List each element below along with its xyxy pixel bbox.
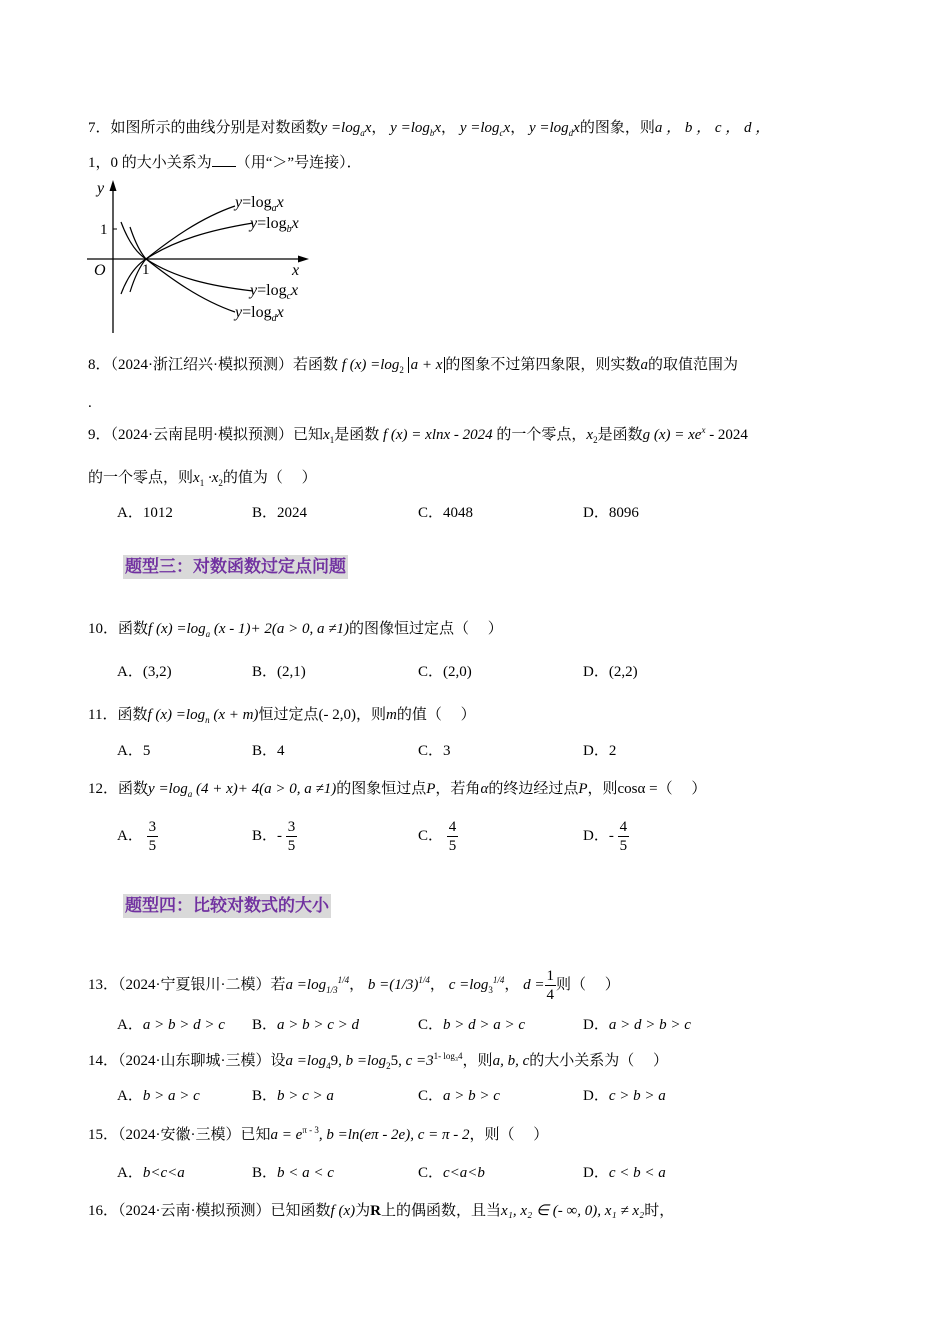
q12-option-d[interactable]: D．- $\frac{4}{5}$ [583, 819, 628, 854]
origin-label: O [94, 262, 106, 279]
question-11-line-1 [88, 704, 476, 726]
question-text: 时， [644, 1203, 675, 1219]
question-text: 的值（ ） [396, 707, 476, 723]
question-text: 函数 [118, 781, 149, 797]
question-text: 已知函数 [270, 1203, 331, 1219]
question-14-line-1 [88, 1050, 668, 1072]
formula: f (x) = xlnx - 2024 [382, 427, 493, 443]
question-text: 的取值范围为 [647, 357, 738, 373]
q14-option-d[interactable]: D．c > b > a [583, 1088, 666, 1104]
question-text: 已知 [240, 1127, 271, 1143]
question-text: 1，0 的大小关系为 [88, 155, 212, 171]
formula: $a = e^{\pi - 3}$, b =ln(eπ - 2e), c = π - 2 [270, 1125, 470, 1143]
question-text: 的一个零点，则 [88, 470, 194, 486]
point: (- 2,0) [318, 707, 356, 723]
formula-d: d = $\frac{1}{4}$ [523, 968, 555, 1003]
question-text: ，若角 [435, 781, 481, 797]
variable: m [385, 707, 397, 723]
formula: g $(x) = xe^x - 2024$ [642, 425, 748, 443]
question-text: 的值为（ ） [222, 470, 317, 486]
question-7-line-2 [88, 152, 362, 174]
question-number: 13． [88, 976, 119, 993]
curve-label-a: $y=\log_ax$ [235, 194, 284, 214]
question-source: （2024·云南·模拟预测） [118, 1203, 271, 1219]
variable: α [480, 781, 489, 797]
question-number: 15． [88, 1127, 119, 1143]
q15-option-b[interactable]: B．b < a < c [252, 1165, 334, 1181]
question-9-line-1 [88, 424, 748, 446]
variable: $x_1$ [323, 427, 335, 445]
question-text: 的图象不过第四象限，则实数 [445, 357, 641, 373]
formula-b: $b =(1/3)^{1/4}$ [367, 974, 430, 993]
question-text: （ ） [657, 781, 707, 797]
q9-option-c[interactable]: C．4048 [418, 505, 474, 521]
question-text: 的图像恒过定点（ ） [349, 621, 503, 637]
formula: $y =\log_cx$ [459, 120, 511, 138]
q10-option-c[interactable]: C．(2,0) [418, 664, 472, 680]
question-8-line-2: . [88, 395, 92, 411]
question-8-line-1 [88, 354, 738, 376]
formula: $y =\log_dx$ [528, 120, 580, 138]
question-number: 7． [88, 120, 111, 136]
question-text: 为 [355, 1203, 371, 1219]
question-text: 的一个零点， [496, 427, 587, 443]
question-text: ，则 [462, 1053, 493, 1069]
y-axis-label: y [97, 180, 105, 197]
q12-option-b[interactable]: B．- $\frac{3}{5}$ [252, 819, 296, 854]
question-12-line-1 [88, 778, 706, 800]
q15-option-d[interactable]: D．c < b < a [583, 1165, 666, 1181]
q12-option-a[interactable]: A． $\frac{3}{5}$ [117, 819, 157, 854]
variable: $x_2$ [586, 427, 598, 445]
question-text: 若 [270, 976, 286, 993]
question-number: 10． [88, 621, 119, 637]
question-text: 函数 [118, 621, 149, 637]
question-15-line-1 [88, 1124, 548, 1146]
variables: a ， b ， c ， d ， [654, 120, 771, 136]
q13-option-c[interactable]: C．b > d > a > c [418, 1017, 526, 1033]
x-axis-label: x [292, 262, 300, 279]
question-source: （2024·安徽·三模） [118, 1127, 241, 1143]
formula: $a =\log_49$, $b =\log_25$, $c =3^{1- log_34}$ [285, 1051, 463, 1071]
formula: f $(x) =\log_n$ (x + m) [147, 707, 259, 725]
formula: $y =\log_bx$ [390, 120, 442, 138]
question-text: 恒过定点 [258, 707, 319, 723]
question-text: 则（ ） [556, 976, 620, 993]
question-text: （用“＞”号连接）． [235, 155, 362, 171]
question-text: 的大小关系为（ ） [529, 1053, 668, 1069]
answer-blank[interactable] [212, 152, 236, 167]
question-text: 设 [270, 1053, 286, 1069]
curve-label-c: $y=\log_cx$ [250, 282, 299, 302]
q13-option-d[interactable]: D．a > d > b > c [583, 1017, 691, 1033]
q11-option-d[interactable]: D．2 [583, 743, 617, 759]
formula: f (x) [330, 1203, 356, 1219]
question-text: 若函数 [293, 357, 339, 373]
q10-option-a[interactable]: A．(3,2) [117, 664, 172, 680]
question-number: 8． [88, 357, 111, 373]
question-text: ，则 [355, 707, 386, 723]
formula: $y =\log_ax$ [320, 120, 372, 138]
question-source: （2024·浙江绍兴·模拟预测） [110, 357, 294, 373]
q13-option-b[interactable]: B．a > b > c > d [252, 1017, 360, 1033]
question-number: 14． [88, 1053, 119, 1069]
question-10-line-1 [88, 618, 503, 640]
formula: cosα = [617, 781, 658, 797]
question-16-line-1 [88, 1200, 674, 1222]
curve-label-b: $y=\log_bx$ [250, 215, 299, 235]
formula: f $(x) =\log_2$ a + x [342, 357, 446, 373]
q14-option-b[interactable]: B．b > c > a [252, 1088, 334, 1104]
q10-option-b[interactable]: B．(2,1) [252, 664, 306, 680]
question-text: ，则 [587, 781, 618, 797]
formula-a: $a =\log_{1/3}^{1/4}$ [285, 974, 350, 995]
q13-option-a[interactable]: A．a > b > d > c [117, 1017, 225, 1033]
question-number: 9． [88, 427, 111, 443]
formula: $y =\log_a$ (4 + x)+ 4(a > 0, a ≠1) [148, 781, 337, 799]
q9-option-d[interactable]: D．8096 [583, 505, 639, 521]
question-text: 的图象，则 [579, 120, 655, 136]
question-text: 是函数 [334, 427, 380, 443]
q11-option-a[interactable]: A．5 [117, 743, 151, 759]
variable: P [578, 781, 588, 797]
question-9-line-2 [88, 467, 317, 489]
question-source: （2024·宁夏银川·二模） [118, 976, 271, 993]
real-numbers-symbol: R [370, 1203, 381, 1219]
question-13-line-1: 13．（2024·宁夏银川·二模）若$a =\log_{1/3}^{1/4}$， $b =(1/3)^{1/4}$， $c =\log_3^{1/4}$， d = $\frac{1}{4}$ 则（ ） [88, 968, 620, 1003]
question-source: （2024·山东聊城·三模） [118, 1053, 271, 1069]
curve-label-d: $y=\log_dx$ [235, 304, 284, 324]
q15-option-c[interactable]: C．c<a<b [418, 1165, 485, 1181]
question-source: （2024·云南昆明·模拟预测） [110, 427, 294, 443]
question-number: 16． [88, 1203, 119, 1219]
question-text: 上的偶函数，且当 [380, 1203, 501, 1219]
q11-option-c[interactable]: C．3 [418, 743, 451, 759]
q12-option-c[interactable]: C． $\frac{4}{5}$ [418, 819, 457, 854]
q15-option-a[interactable]: A．b<c<a [117, 1165, 185, 1181]
log-graph [85, 178, 320, 338]
formula: x₁, x₂ ∈ (- ∞, 0), x₁ ≠ x₂ [500, 1203, 645, 1219]
question-text: 的图象恒过点 [336, 781, 427, 797]
question-text: 的终边经过点 [488, 781, 579, 797]
question-text: 如图所示的曲线分别是对数函数 [110, 120, 321, 136]
formula: f $(x) =\log_a$ (x - 1)+ 2(a > 0, a ≠1) [148, 621, 350, 639]
section-header-4: 题型四：比较对数式的大小 [125, 896, 329, 916]
formula-c: $c =\log_3^{1/4}$ [448, 974, 505, 995]
variable: a [640, 357, 648, 373]
formula: $x_1 \cdot x_2$ [193, 470, 223, 488]
question-7-line-1: 7．如图所示的曲线分别是对数函数$y =\log_ax$， $y =\log_bx$， $y =\log_cx$， $y =\log_dx$的图象，则a ， b ， c ， d ， [88, 120, 771, 138]
q14-option-a[interactable]: A．b > a > c [117, 1088, 200, 1104]
q9-option-a[interactable]: A．1012 [117, 505, 173, 521]
question-number: 12． [88, 781, 119, 797]
q11-option-b[interactable]: B．4 [252, 743, 285, 759]
y-tick-label: 1 [100, 222, 108, 238]
question-text: 已知 [293, 427, 324, 443]
question-text: 函数 [117, 707, 148, 723]
question-number: 11． [88, 707, 118, 723]
q10-option-d[interactable]: D．(2,2) [583, 664, 638, 680]
question-text: 是函数 [597, 427, 643, 443]
x-tick-label: 1 [142, 262, 150, 278]
q9-option-b[interactable]: B．2024 [252, 505, 308, 521]
section-header-3: 题型三：对数函数过定点问题 [125, 557, 346, 577]
q14-option-c[interactable]: C．a > b > c [418, 1088, 500, 1104]
variable: P [426, 781, 436, 797]
question-text: ，则（ ） [469, 1127, 549, 1143]
variables: a, b, c [492, 1053, 530, 1069]
